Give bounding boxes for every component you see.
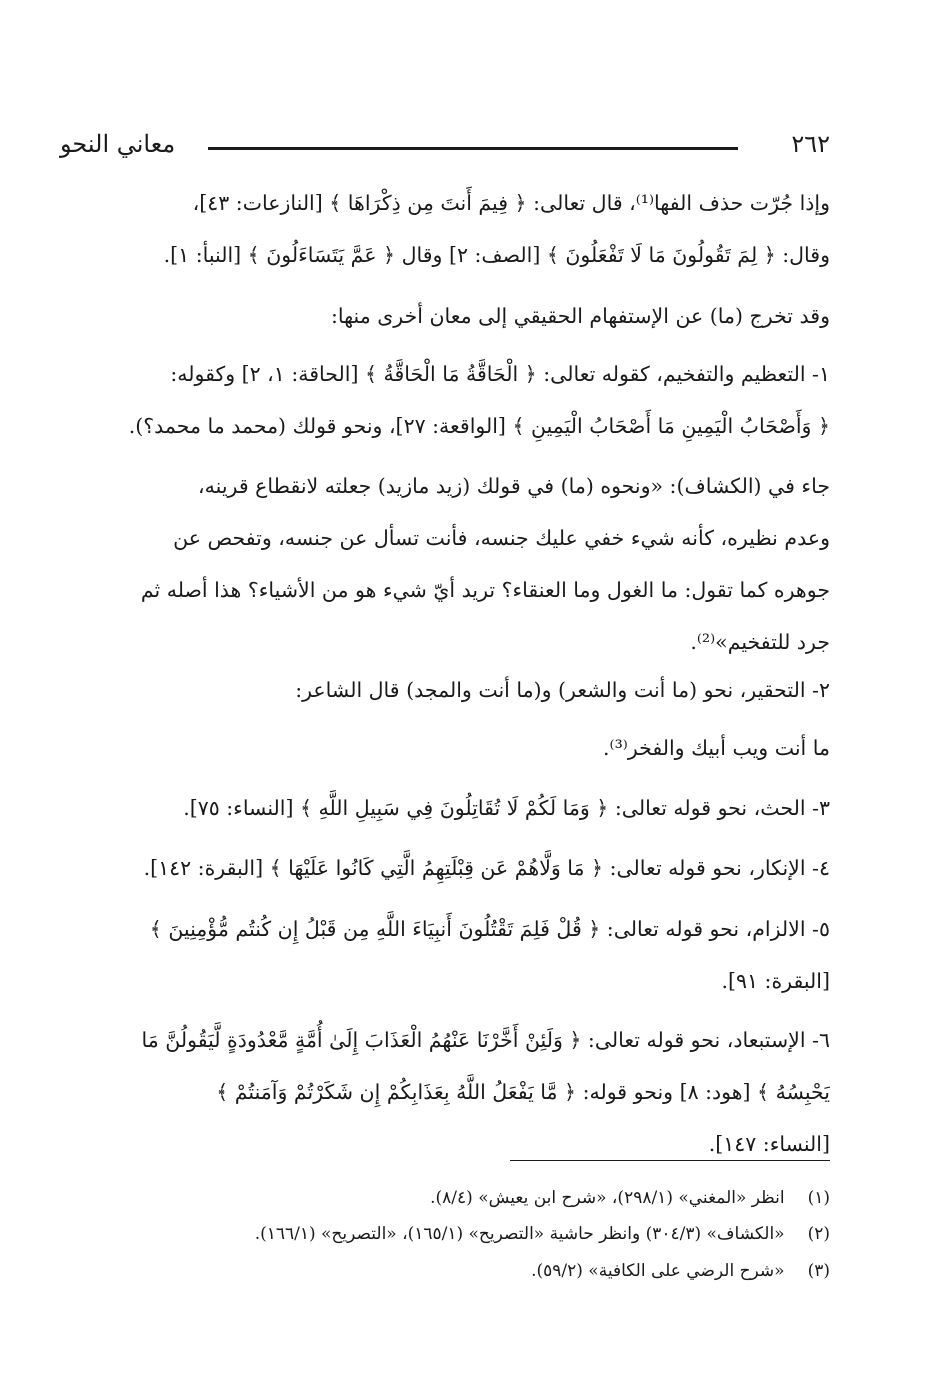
text-line: [النساء: ١٤٧]. xyxy=(708,1132,830,1156)
text-line: وعدم نظيره، كأنه شيء خفي عليك جنسه، فأنت تسأل عن جنسه، وتفحص عن xyxy=(173,526,830,550)
text-line: ٢- التحقير، نحو (ما أنت والشعر) و(ما أنت والمجد) قال الشاعر: xyxy=(295,678,830,702)
footnote xyxy=(95,1216,830,1252)
text-line: ﴿ وَأَصْحَابُ الْيَمِينِ مَا أَصْحَابُ الْيَمِينِ ﴾ [الواقعة: ٢٧]، ونحو قولك (محمد ما محمد؟). xyxy=(128,414,830,438)
text-line: وقال: ﴿ لِمَ تَقُولُونَ مَا لَا تَفْعَلُونَ ﴾ [الصف: ٢] وقال ﴿ عَمَّ يَتَسَاءَلُونَ ﴾ [النبأ: ١]. xyxy=(163,243,830,267)
footnote-text: انظر «المغني» (٢٩٨/١)، «شرح ابن يعيش» (٨/٤). xyxy=(430,1188,785,1208)
footnote-number: (٢) xyxy=(807,1224,830,1244)
text-line: [البقرة: ٩١]. xyxy=(721,969,830,993)
verse-line xyxy=(95,722,830,774)
footnote-number: (٣) xyxy=(807,1261,830,1281)
text-line: جرد للتفخيم»⁽²⁾. xyxy=(690,630,830,654)
paragraph-meaning-2 xyxy=(95,664,830,716)
text-line: ما أنت ويب أبيك والفخر⁽³⁾. xyxy=(603,736,830,760)
text-line: وقد تخرج (ما) عن الإستفهام الحقيقي إلى معان أخرى منها: xyxy=(330,304,830,328)
page-header xyxy=(60,130,830,166)
book-title: معاني النحو xyxy=(60,130,176,158)
text-line: وإذا جُرّت حذف الفها⁽¹⁾، قال تعالى: ﴿ فِيمَ أَنتَ مِن ذِكْرَاهَا ﴾ [النازعات: ٤٣]، xyxy=(192,191,830,215)
paragraph-hamza-deletion xyxy=(95,177,830,281)
text-line: يَحْبِسُهُ ﴾ [هود: ٨] ونحو قوله: ﴿ مَّا يَفْعَلُ اللَّهُ بِعَذَابِكُمْ إِن شَكَرْتُمْ وَآمَنتُمْ ﴾ xyxy=(216,1080,830,1104)
text-line: ٤- الإنكار، نحو قوله تعالى: ﴿ مَا وَلَّاهُمْ عَن قِبْلَتِهِمُ الَّتِي كَانُوا عَلَيْهَا ﴾ [البقرة: ١٤٢]. xyxy=(143,856,830,880)
footnote-text: «الكشاف» (٣٠٤/٣) وانظر حاشية «التصريح» (١٦٥/١)، «التصريح» (١٦٦/١). xyxy=(254,1224,785,1244)
text-line: ٥- الالزام، نحو قوله تعالى: ﴿ قُلْ فَلِمَ تَقْتُلُونَ أَنبِيَاءَ اللَّهِ مِن قَبْلُ إِن كُنتُم مُّؤْمِنِينَ ﴾ xyxy=(149,917,830,941)
footnote-text: «شرح الرضي على الكافية» (٥٩/٢). xyxy=(531,1261,785,1281)
paragraph-meaning-4 xyxy=(95,842,830,894)
footnote xyxy=(95,1253,830,1289)
paragraph-intro-meanings xyxy=(95,290,830,342)
text-line: ١- التعظيم والتفخيم، كقوله تعالى: ﴿ الْحَاقَّةُ مَا الْحَاقَّةُ ﴾ [الحاقة: ١، ٢] وكقوله: xyxy=(170,362,830,386)
text-line: ٦- الإستبعاد، نحو قوله تعالى: ﴿ وَلَئِنْ أَخَّرْنَا عَنْهُمُ الْعَذَابَ إِلَىٰ أُمَّةٍ مَّعْدُودَةٍ لَّيَقُولُنَّ مَا xyxy=(141,1028,830,1052)
paragraph-meaning-6 xyxy=(95,1014,830,1170)
paragraph-meaning-3 xyxy=(95,782,830,834)
text-line: جاء في (الكشاف): «ونحوه (ما) في قولك (زيد مازيد) جعلته لانقطاع قرينه، xyxy=(198,474,830,498)
paragraph-meaning-5 xyxy=(95,903,830,1007)
paragraph-kashshaf-quote xyxy=(95,460,830,668)
text-line: جوهره كما تقول: ما الغول وما العنقاء؟ تريد أيّ شيء هو من الأشياء؟ هذا أصله ثم xyxy=(140,578,830,602)
text-line: ٣- الحث، نحو قوله تعالى: ﴿ وَمَا لَكُمْ لَا تُقَاتِلُونَ فِي سَبِيلِ اللَّهِ ﴾ [النساء: ٧٥]. xyxy=(183,796,830,820)
paragraph-meaning-1 xyxy=(95,348,830,452)
page-number: ٢٦٢ xyxy=(791,130,830,158)
footnote xyxy=(95,1180,830,1216)
footnote-number: (١) xyxy=(807,1188,830,1208)
footnote-separator xyxy=(510,1160,830,1161)
header-rule xyxy=(208,147,738,150)
